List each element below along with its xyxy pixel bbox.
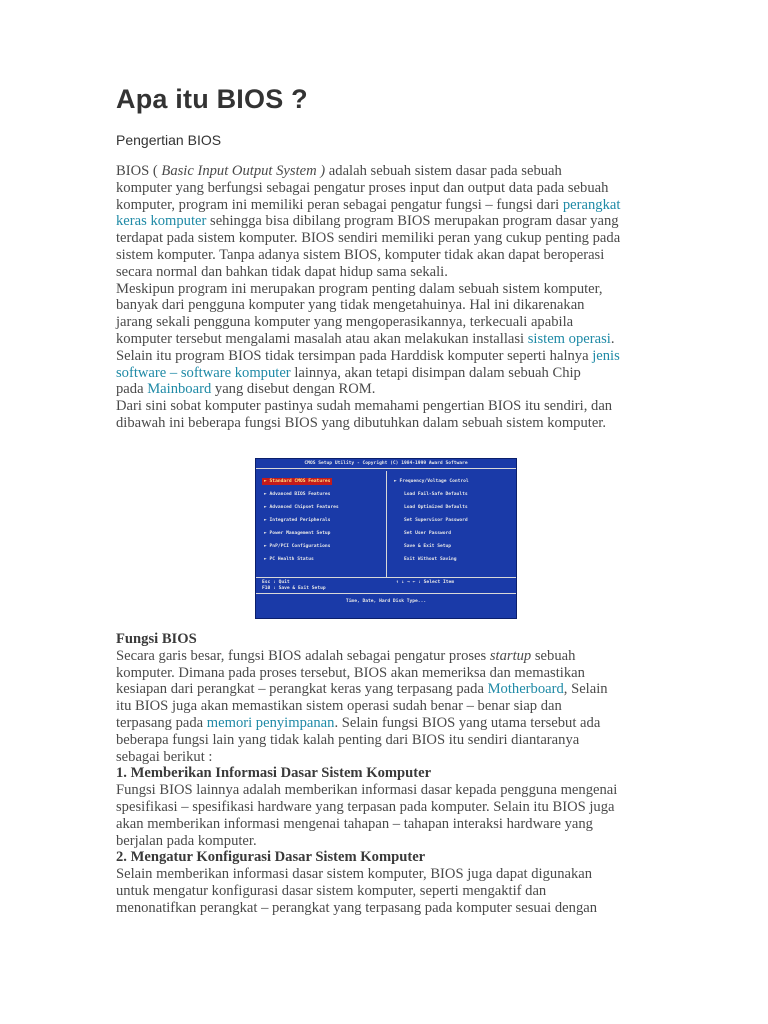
text-line: untuk mengatur konfigurasi dasar sistem komputer, seperti mengaktif dan	[116, 882, 547, 899]
text-line: komputer, program ini memiliki peran sebagai pengatur fungsi – fungsi dari perangkat	[116, 196, 621, 213]
bios-menu-item: Set Supervisor Password	[404, 518, 468, 523]
section-subtitle: Pengertian BIOS	[116, 132, 222, 148]
text-line: berjalan pada komputer.	[116, 832, 257, 849]
text-line: beberapa fungsi lain yang tidak kalah penting dari BIOS itu sendiri diantaranya	[116, 731, 580, 748]
link-perangkat-keras[interactable]: perangkat	[562, 196, 621, 213]
link-motherboard[interactable]: Motherboard	[487, 681, 564, 698]
page-title: Apa itu BIOS ?	[116, 84, 308, 114]
bios-menu-item: ► Frequency/Voltage Control	[394, 479, 469, 484]
bios-menu-item: Exit Without Saving	[404, 557, 457, 562]
text-line: akan memberikan informasi mengenai tahapan – tahapan interaksi hardware yang	[116, 815, 593, 832]
bios-left-menu	[260, 471, 387, 577]
text-line: banyak dari pengguna komputer yang tidak mengetahuinya. Hal ini dikarenakan	[116, 297, 585, 314]
subsection-heading: 1. Memberikan Informasi Dasar Sistem Komputer	[116, 765, 432, 782]
text-line: spesifikasi – spesifikasi hardware yang terpasan pada komputer. Selain itu BIOS juga	[116, 798, 615, 815]
text-line: sebagai berikut :	[116, 748, 213, 765]
text-line: kesiapan dari perangkat – perangkat keras yang terpasang pada Motherboard, Selain	[116, 681, 608, 698]
bios-menu-item: ► Advanced BIOS Features	[264, 492, 331, 497]
intro-text	[116, 163, 661, 432]
text-line: Selain memberikan informasi dasar sistem komputer, BIOS juga dapat digunakan	[116, 866, 593, 883]
bios-key-save: F10 : Save & Exit Setup	[262, 586, 326, 591]
bios-key-select: ↑ ↓ → ← : Select Item	[396, 580, 455, 585]
link-memori-penyimpanan[interactable]: memori penyimpanan	[206, 714, 335, 731]
link-jenis-software[interactable]: software – software komputer	[116, 364, 291, 381]
text-line: itu BIOS juga akan memastikan sistem operasi sudah benar – benar siap dan	[116, 698, 562, 715]
bios-right-menu	[390, 471, 514, 577]
bios-menu-item: ► PnP/PCI Configurations	[264, 544, 331, 549]
link-mainboard[interactable]: Mainboard	[147, 381, 212, 398]
bios-divider	[256, 593, 516, 594]
bios-menu-item: Load Fail-Safe Defaults	[404, 492, 468, 497]
text-line: menonatifkan perangkat – perangkat yang terpasang pada komputer sesuai dengan	[116, 899, 598, 916]
bios-menu-item: Save & Exit Setup	[404, 544, 452, 549]
bios-menu-item: Set User Password	[404, 531, 452, 536]
subsection-heading: 2. Mengatur Konfigurasi Dasar Sistem Komputer	[116, 849, 426, 866]
text-line: komputer. Dimana pada proses tersebut, BIOS akan memeriksa dan memastikan	[116, 664, 585, 681]
bios-setup-screenshot	[255, 458, 517, 619]
text-line: terpasang pada memori penyimpanan. Selain fungsi BIOS yang utama tersebut ada	[116, 714, 601, 731]
text-line: komputer tersebut mengalami masalah atau akan melakukan installasi sistem operasi.	[116, 330, 615, 347]
bios-key-quit: Esc : Quit	[262, 580, 290, 585]
bios-divider	[256, 577, 516, 578]
text-line: jarang sekali pengguna komputer yang mengoperasikannya, terkecuali apabila	[116, 314, 574, 331]
text-line: software – software komputer lainnya, akan tetapi disimpan dalam sebuah Chip	[116, 364, 581, 381]
link-perangkat-keras[interactable]: keras komputer	[116, 213, 207, 230]
bios-menu-item: ► PC Health Status	[264, 557, 314, 562]
text-line: keras komputer sehingga bisa dibilang program BIOS merupakan program dasar yang	[116, 213, 619, 230]
bios-title-bar: CMOS Setup Utility - Copyright (C) 1984-1999 Award Software	[256, 459, 516, 469]
text-line: Secara garis besar, fungsi BIOS adalah sebagai pengatur proses startup sebuah	[116, 647, 576, 664]
text-line: terdapat pada sistem komputer. BIOS sendiri memiliki peran yang cukup penting pada	[116, 230, 621, 247]
section-heading: Fungsi BIOS	[116, 631, 197, 647]
text-line: secara normal dan bahkan tidak dapat hidup sama sekali.	[116, 263, 448, 280]
text-line: BIOS ( Basic Input Output System ) adalah sebuah sistem dasar pada sebuah	[116, 163, 562, 179]
text-line: dibawah ini beberapa fungsi BIOS yang dibutuhkan dalam sebuah sistem komputer.	[116, 414, 607, 431]
bios-key-help	[262, 580, 326, 592]
link-jenis-software[interactable]: jenis	[592, 347, 620, 364]
bios-help-line: Time, Date, Hard Disk Type...	[345, 599, 427, 604]
fungsi-section	[116, 631, 661, 917]
text-line: Fungsi BIOS lainnya adalah memberikan informasi dasar kepada pengguna mengenai	[116, 782, 618, 799]
bios-menu-item: ► Integrated Peripherals	[264, 518, 331, 523]
text-line: Dari sini sobat komputer pastinya sudah memahami pengertian BIOS itu sendiri, dan	[116, 398, 613, 415]
bios-menu-item: Load Optimized Defaults	[404, 505, 468, 510]
link-sistem-operasi[interactable]: sistem operasi	[527, 330, 611, 347]
text-line: komputer yang berfungsi sebagai pengatur proses input dan output data pada sebuah	[116, 179, 609, 196]
text-line: Selain itu program BIOS tidak tersimpan pada Harddisk komputer seperti halnya jenis	[116, 347, 620, 364]
bios-menu-item: ► Advanced Chipset Features	[264, 505, 339, 510]
text-line: pada Mainboard yang disebut dengan ROM.	[116, 381, 376, 398]
text-line: Meskipun program ini merupakan program penting dalam sebuah sistem komputer,	[116, 280, 603, 297]
bios-menu-item: ► Power Management Setup	[264, 531, 331, 536]
text-line: sistem komputer. Tanpa adanya sistem BIOS, komputer tidak akan dapat beroperasi	[116, 246, 605, 263]
bios-menu-item: ► Standard CMOS Features	[264, 479, 331, 484]
